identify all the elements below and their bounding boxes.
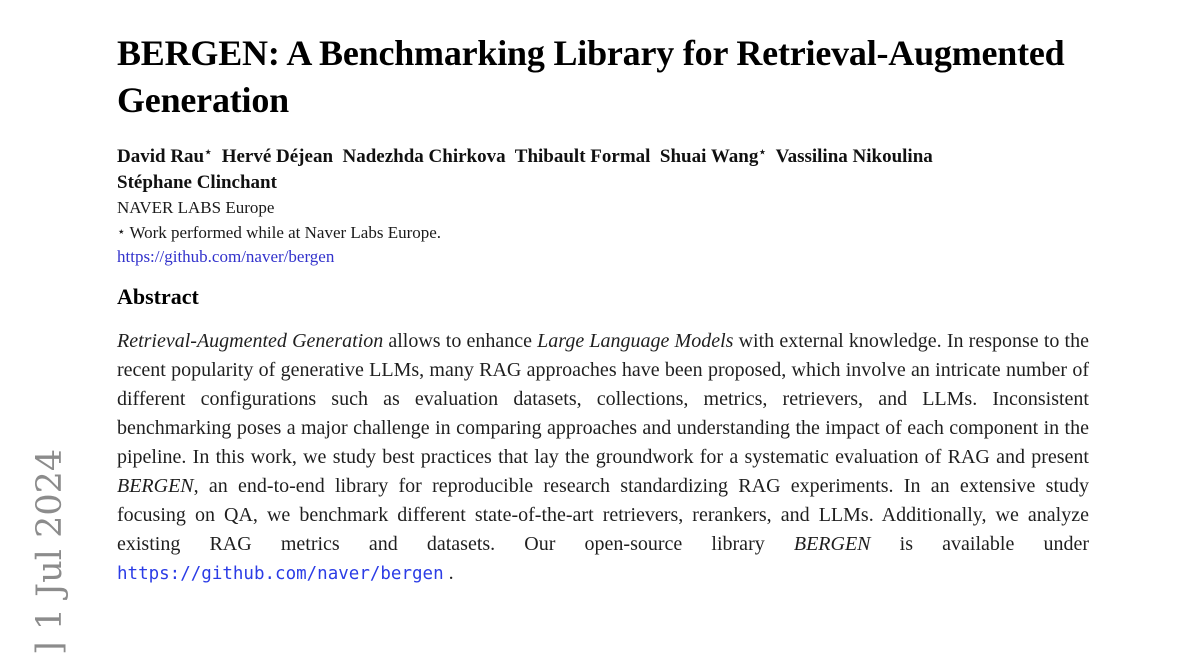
abstract-body-text: with external knowledge. In response to the recent popularity of generative LLMs, many RAG approaches have been proposed, which involve an intricate number of different configurations such as evaluation datasets, collections, metrics, retrievers, and LLMs. Inconsistent benchmarking poses a major challenge in comparing approaches and understanding the impact of each component in the pipeline. In this work, we study best practices that lay the groundwork for a systematic evaluation of RAG and present (117, 330, 1089, 468)
author-names: Vassilina Nikoulina (766, 145, 933, 167)
paper-title-line-2: Generation (117, 80, 289, 120)
abstract-github-link[interactable]: https://github.com/naver/bergen (117, 564, 444, 584)
author-star-marker: ⋆ (758, 145, 767, 160)
abstract-body-text: is available under (870, 533, 1089, 555)
author-names: Hervé Déjean Nadezhda Chirkova Thibault Formal Shuai Wang (212, 145, 759, 167)
footnote-star-marker: ⋆ (117, 224, 126, 240)
github-link[interactable]: https://github.com/naver/bergen (117, 247, 335, 267)
abstract-italic-term: Retrieval-Augmented Generation (117, 330, 384, 352)
footnote (117, 220, 441, 245)
affiliation-block (117, 196, 441, 269)
abstract-italic-term: BERGEN (117, 475, 194, 497)
author-list (117, 140, 933, 196)
author-names-line-2: Stéphane Clinchant (117, 171, 277, 193)
arxiv-stamp: ] 1 Jul 2024 (30, 448, 70, 655)
paper-title-line-1: BERGEN: A Benchmarking Library for Retrieval-Augmented (117, 33, 1065, 73)
header-link-row (117, 245, 441, 269)
paper-title (117, 30, 1065, 124)
author-names: David Rau (117, 145, 205, 167)
abstract-body-text: . (443, 562, 454, 584)
abstract-italic-term: Large Language Models (537, 330, 734, 352)
author-star-marker: ⋆ (204, 145, 213, 160)
abstract-italic-term: BERGEN (793, 533, 871, 555)
abstract-heading: Abstract (117, 284, 199, 309)
footnote-text: Work performed while at Naver Labs Europe. (125, 223, 442, 243)
abstract-body-text: , an end-to-end library for reproducible research standardizing RAG experiments. In an extensive study focusing on QA, we benchmark different state-of-the-art retrievers, rerankers, and LLMs. Additionally, we analyze existing RAG metrics and datasets. Our open-source library (117, 475, 1089, 555)
abstract-text (117, 327, 1089, 589)
abstract-body-text: allows to enhance (383, 330, 538, 352)
affiliation: NAVER LABS Europe (117, 198, 275, 217)
